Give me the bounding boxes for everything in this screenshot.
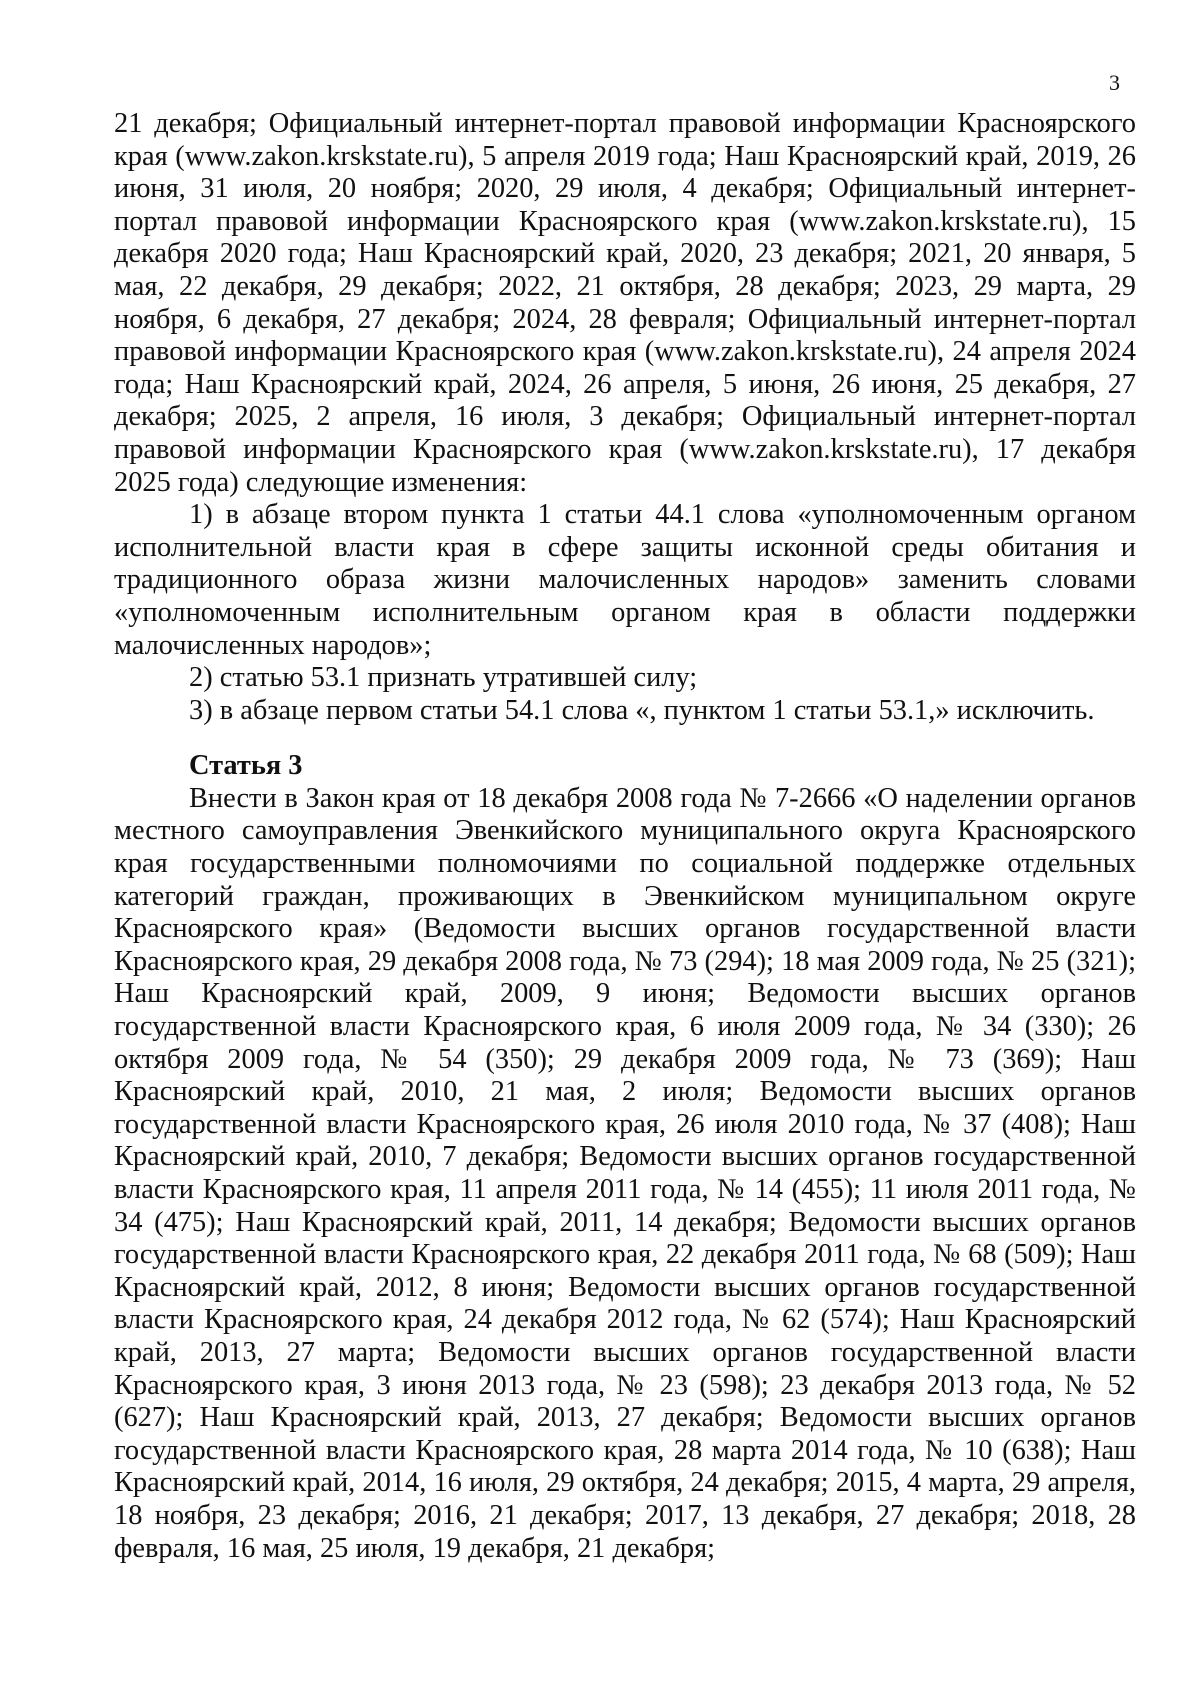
article-3-text: Внести в Закон края от 18 декабря 2008 года № 7-2666 «О наделении органов местного самоуправления Эвенкийского муниципального округа Красноярского края государственными полномочиями по социальной поддержке отдельных категорий граждан, проживающих в Эвенкийском муниципальном округе Красноярского края» (Ведомости высших органов государственной власти Красноярского края, 29 декабря 2008 года, № 73 (294); 18 мая 2009 года, № 25 (321); Наш Красноярский край, 2009, 9 июня; Ведомости высших органов государственной власти Красноярского края, 6 июля 2009 года, № 34 (330); 26 октября 2009 года, № 54 (350); 29 декабря 2009 года, № 73 (369); Наш Красноярский край, 2010, 21 мая, 2 июля; Ведомости высших органов государственной власти Красноярского края, 26 июля 2010 года, № 37 (408); Наш Красноярский край, 2010, 7 декабря; Ведомости высших органов государственной власти Красноярского края, 11 апреля 2011 года, № 14 (455); 11 июля 2011 года, № 34 (475); Наш Красноярский край, 2011, 14 декабря; Ведомости высших органов государственной власти Красноярского края, 22 декабря 2011 года, № 68 (509); Наш Красноярский край, 2012, 8 июня; Ведомости высших органов государственной власти Красноярского края, 24 декабря 2012 года, № 62 (574); Наш Красноярский край, 2013, 27 марта; Ведомости высших органов государственной власти Красноярского края, 3 июня 2013 года, № 23 (598); 23 декабря 2013 года, № 52 (627); Наш Красноярский край, 2013, 27 декабря; Ведомости высших органов государственной власти Красноярского края, 28 марта 2014 года, № 10 (638); Наш Красноярский край, 2014, 16 июля, 29 октября, 24 декабря; 2015, 4 марта, 29 апреля, 18 ноября, 23 декабря; 2016, 21 декабря; 2017, 13 декабря, 27 декабря; 2018, 28 февраля, 16 мая, 25 июля, 19 декабря, 21 декабря;	[114, 782, 1136, 1564]
amendment-item-1: 1) в абзаце втором пункта 1 статьи 44.1 слова «уполномоченным органом исполнительной власти края в сфере защиты исконной среды обитания и традиционного образа жизни малочисленных народов» заменить словами «уполномоченным исполнительным органом края в области поддержки малочисленных народов»;	[114, 499, 1136, 661]
page-number: 3	[1109, 70, 1120, 95]
document-body	[114, 108, 1136, 1565]
paragraph-continuation: 21 декабря; Официальный интернет-портал правовой информации Красноярского края (www.zakon.krskstate.ru), 5 апреля 2019 года; Наш Красноярский край, 2019, 26 июня, 31 июля, 20 ноября; 2020, 29 июля, 4 декабря; Официальный интернет-портал правовой информации Красноярского края (www.zakon.krskstate.ru), 15 декабря 2020 года; Наш Красноярский край, 2020, 23 декабря; 2021, 20 января, 5 мая, 22 декабря, 29 декабря; 2022, 21 октября, 28 декабря; 2023, 29 марта, 29 ноября, 6 декабря, 27 декабря; 2024, 28 февраля; Официальный интернет-портал правовой информации Красноярского края (www.zakon.krskstate.ru), 24 апреля 2024 года; Наш Красноярский край, 2024, 26 апреля, 5 июня, 26 июня, 25 декабря, 27 декабря; 2025, 2 апреля, 16 июля, 3 декабря; Официальный интернет-портал правовой информации Красноярского края (www.zakon.krskstate.ru), 17 декабря 2025 года) следующие изменения:	[114, 108, 1136, 498]
amendment-item-3: 3) в абзаце первом статьи 54.1 слова «, пунктом 1 статьи 53.1,» исключить.	[189, 694, 1095, 726]
article-heading: Статья 3	[189, 750, 303, 782]
amendment-item-2: 2) статью 53.1 признать утратившей силу;	[189, 662, 698, 694]
